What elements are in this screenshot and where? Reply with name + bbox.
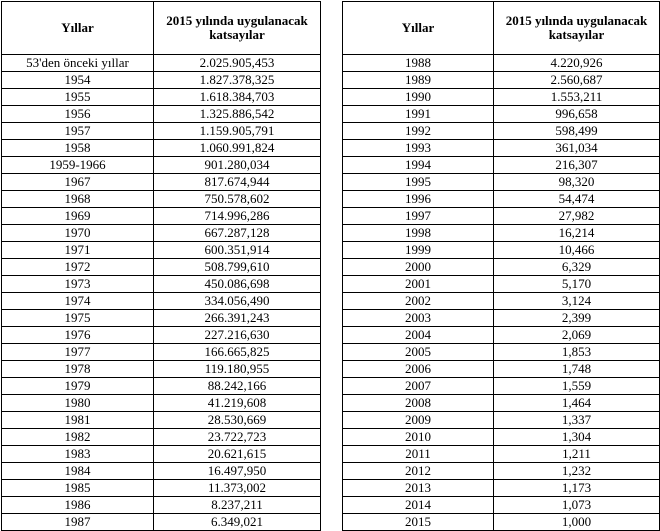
table-row [2,191,321,208]
table-row [343,106,660,123]
table-row [2,140,321,157]
coefficient-cell: 2,399 [494,310,660,327]
year-cell: 2002 [343,293,494,310]
year-cell: 1985 [2,480,154,497]
year-cell: 1982 [2,429,154,446]
coefficients-table-left [1,1,321,531]
year-cell: 1959-1966 [2,157,154,174]
table-row [2,344,321,361]
table-row [343,276,660,293]
coefficient-cell: 41.219,608 [154,395,321,412]
table-row [343,89,660,106]
year-cell: 1988 [343,55,494,72]
coefficient-cell: 2.560,687 [494,72,660,89]
table-row [343,157,660,174]
year-cell: 1986 [2,497,154,514]
year-cell: 1978 [2,361,154,378]
coefficient-cell: 11.373,002 [154,480,321,497]
year-cell: 1973 [2,276,154,293]
table-row [343,480,660,497]
year-cell: 2012 [343,463,494,480]
coefficient-cell: 23.722,723 [154,429,321,446]
year-cell: 2003 [343,310,494,327]
table-body-left [2,55,321,531]
coefficient-cell: 6,329 [494,259,660,276]
year-cell: 2015 [343,514,494,531]
coefficient-cell: 28.530,669 [154,412,321,429]
table-row [2,174,321,191]
coefficient-cell: 5,170 [494,276,660,293]
year-cell: 1993 [343,140,494,157]
year-cell: 1983 [2,446,154,463]
year-cell: 1955 [2,89,154,106]
table-row [2,310,321,327]
coefficient-cell: 450.086,698 [154,276,321,293]
table-row [343,361,660,378]
table-row [343,259,660,276]
coefficient-cell: 216,307 [494,157,660,174]
coefficient-cell: 16,214 [494,225,660,242]
year-cell: 1957 [2,123,154,140]
table-row [343,344,660,361]
table-row [2,412,321,429]
table-row [2,361,321,378]
coefficient-cell: 1,304 [494,429,660,446]
coefficient-cell: 166.665,825 [154,344,321,361]
year-cell: 1990 [343,89,494,106]
coefficient-cell: 3,124 [494,293,660,310]
year-cell: 1976 [2,327,154,344]
year-cell: 1975 [2,310,154,327]
table-row [343,412,660,429]
year-cell: 1956 [2,106,154,123]
year-cell: 1984 [2,463,154,480]
year-cell: 2009 [343,412,494,429]
coefficient-cell: 227.216,630 [154,327,321,344]
coefficient-cell: 1.553,211 [494,89,660,106]
year-cell: 1974 [2,293,154,310]
table-row [2,89,321,106]
coefficient-cell: 1.159.905,791 [154,123,321,140]
table-row [343,429,660,446]
table-row [343,174,660,191]
coefficient-cell: 4.220,926 [494,55,660,72]
coefficient-cell: 1.618.384,703 [154,89,321,106]
year-cell: 2001 [343,276,494,293]
table-row [343,378,660,395]
coefficient-cell: 1,464 [494,395,660,412]
table-row [343,395,660,412]
year-cell: 1977 [2,344,154,361]
table-row [2,514,321,531]
table-row [343,72,660,89]
header-coefficients: 2015 yılında uygulanacak katsayılar [154,2,321,55]
year-cell: 1981 [2,412,154,429]
table-row [2,497,321,514]
table-row [343,225,660,242]
table-row [2,106,321,123]
coefficient-cell: 16.497,950 [154,463,321,480]
table-row [343,463,660,480]
coefficient-cell: 1,853 [494,344,660,361]
coefficient-cell: 1.325.886,542 [154,106,321,123]
table-row [2,276,321,293]
coefficient-cell: 598,499 [494,123,660,140]
table-row [343,242,660,259]
year-cell: 1989 [343,72,494,89]
coefficient-cell: 667.287,128 [154,225,321,242]
table-header-row [343,2,660,55]
table-row [2,446,321,463]
year-cell: 1998 [343,225,494,242]
table-row [2,378,321,395]
year-cell: 2005 [343,344,494,361]
table-row [2,463,321,480]
coefficient-cell: 1,073 [494,497,660,514]
coefficient-cell: 334.056,490 [154,293,321,310]
year-cell: 1958 [2,140,154,157]
table-row [343,497,660,514]
coefficient-cell: 1,559 [494,378,660,395]
year-cell: 2010 [343,429,494,446]
coefficient-cell: 27,982 [494,208,660,225]
year-cell: 1979 [2,378,154,395]
table-row [2,157,321,174]
coefficient-cell: 1.827.378,325 [154,72,321,89]
year-cell: 1999 [343,242,494,259]
table-row [2,208,321,225]
table-header-row [2,2,321,55]
year-cell: 1968 [2,191,154,208]
table-row [2,259,321,276]
table-row [2,429,321,446]
table-row [343,123,660,140]
coefficient-cell: 2,069 [494,327,660,344]
coefficient-cell: 600.351,914 [154,242,321,259]
coefficients-table-right [342,1,660,531]
table-row [2,55,321,72]
coefficient-cell: 54,474 [494,191,660,208]
year-cell: 2013 [343,480,494,497]
year-cell: 1987 [2,514,154,531]
coefficient-cell: 508.799,610 [154,259,321,276]
table-row [343,208,660,225]
year-cell: 1972 [2,259,154,276]
year-cell: 1970 [2,225,154,242]
header-coefficients: 2015 yılında uygulanacak katsayılar [494,2,660,55]
table-row [343,310,660,327]
table-row [2,293,321,310]
year-cell: 2007 [343,378,494,395]
year-cell: 1996 [343,191,494,208]
year-cell: 1992 [343,123,494,140]
year-cell: 1995 [343,174,494,191]
coefficient-cell: 1,173 [494,480,660,497]
coefficient-cell: 1,211 [494,446,660,463]
header-years: Yıllar [2,2,154,55]
coefficient-cell: 266.391,243 [154,310,321,327]
coefficient-cell: 88.242,166 [154,378,321,395]
year-cell: 1967 [2,174,154,191]
coefficient-cell: 1,748 [494,361,660,378]
coefficient-cell: 1,337 [494,412,660,429]
coefficient-cell: 996,658 [494,106,660,123]
coefficient-cell: 6.349,021 [154,514,321,531]
year-cell: 1954 [2,72,154,89]
year-cell: 1969 [2,208,154,225]
coefficient-cell: 750.578,602 [154,191,321,208]
coefficient-cell: 20.621,615 [154,446,321,463]
table-row [2,225,321,242]
table-row [2,72,321,89]
year-cell: 53'den önceki yıllar [2,55,154,72]
year-cell: 2008 [343,395,494,412]
table-row [2,123,321,140]
header-years: Yıllar [343,2,494,55]
table-row [343,293,660,310]
coefficient-cell: 901.280,034 [154,157,321,174]
table-body-right [343,55,660,531]
table-row [343,140,660,157]
coefficient-cell: 8.237,211 [154,497,321,514]
year-cell: 2011 [343,446,494,463]
table-row [2,242,321,259]
table-row [343,191,660,208]
coefficient-cell: 1,000 [494,514,660,531]
year-cell: 1971 [2,242,154,259]
table-row [343,55,660,72]
year-cell: 2000 [343,259,494,276]
year-cell: 1991 [343,106,494,123]
coefficient-cell: 1.060.991,824 [154,140,321,157]
coefficient-cell: 1,232 [494,463,660,480]
table-row [343,327,660,344]
coefficient-cell: 10,466 [494,242,660,259]
table-row [343,514,660,531]
table-row [2,480,321,497]
coefficient-cell: 817.674,944 [154,174,321,191]
coefficient-cell: 361,034 [494,140,660,157]
table-row [2,395,321,412]
coefficient-cell: 2.025.905,453 [154,55,321,72]
table-row [343,446,660,463]
year-cell: 2006 [343,361,494,378]
coefficient-cell: 119.180,955 [154,361,321,378]
year-cell: 1994 [343,157,494,174]
coefficient-cell: 98,320 [494,174,660,191]
year-cell: 2014 [343,497,494,514]
coefficient-cell: 714.996,286 [154,208,321,225]
year-cell: 1997 [343,208,494,225]
year-cell: 1980 [2,395,154,412]
table-row [2,327,321,344]
year-cell: 2004 [343,327,494,344]
